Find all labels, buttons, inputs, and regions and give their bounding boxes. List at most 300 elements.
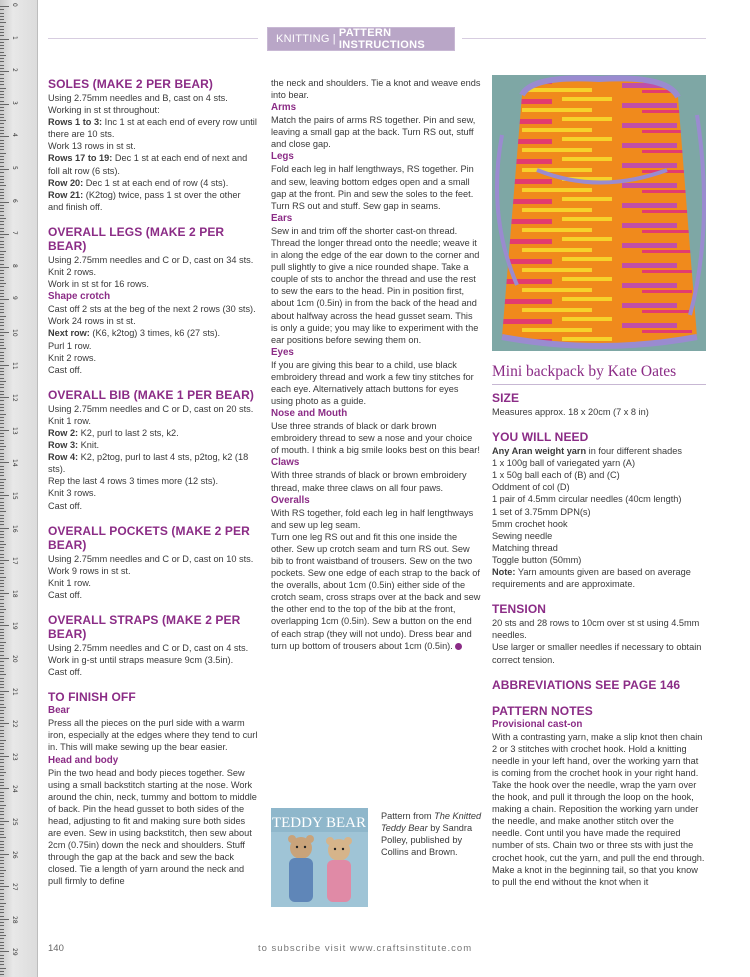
ruler-tick bbox=[0, 306, 4, 307]
ruler-tick bbox=[0, 35, 4, 36]
row-instruction: Row 21: (K2tog) twice, pass 1 st over the other and finish off. bbox=[48, 189, 241, 212]
ruler-tick bbox=[0, 433, 4, 434]
ruler-number: 15 bbox=[11, 492, 18, 500]
ruler-tick bbox=[0, 912, 4, 913]
list-item: 5mm crochet hook bbox=[492, 518, 568, 529]
ruler-number: 29 bbox=[11, 948, 18, 957]
ruler-tick bbox=[0, 958, 4, 959]
text-line: Using 2.75mm needles and C or D, cast on 4 sts. bbox=[48, 643, 249, 653]
ruler-tick bbox=[0, 352, 4, 353]
ruler-tick bbox=[0, 560, 9, 561]
ruler-tick bbox=[0, 162, 4, 163]
ruler-tick bbox=[0, 811, 4, 812]
ruler-tick bbox=[0, 345, 4, 346]
ruler-tick bbox=[0, 479, 6, 480]
ruler-number: 7 bbox=[11, 231, 18, 236]
eyes-subheading: Eyes bbox=[271, 346, 294, 358]
ruler-number: 18 bbox=[11, 589, 18, 598]
ruler-tick bbox=[0, 84, 4, 85]
ruler-number: 12 bbox=[11, 394, 18, 402]
paragraph: the neck and shoulders. Tie a knot and weave ends into bear. bbox=[271, 78, 481, 101]
ruler-tick bbox=[0, 205, 4, 206]
paragraph: With a contrasting yarn, make a slip knot then chain 2 or 3 stitches with crochet hook. Hold a knitting needle in your left hand, over the working yarn that is coming from the crochet hook in your right hand. Take the hook over the needle, wrap the yarn over the hook, and pull it through the loop on the hook, making a chain. Reposition the working yarn under the needle, and make another stitch over the needle. Cont until you have made the required number of sts. Chain two or three sts with just the crochet hook, cut the yarn, and pull the end through. Make a knot in the beginning tail, so that you know to pull the end without the knot when it bbox=[492, 731, 705, 887]
ruler-tick bbox=[0, 632, 4, 633]
text-line: Measures approx. 18 x 20cm (7 x 8 in) bbox=[492, 407, 649, 417]
ruler-tick bbox=[0, 329, 4, 330]
ruler-tick bbox=[0, 495, 9, 496]
text-line: Work 9 rows in st st. bbox=[48, 565, 131, 576]
ruler-tick bbox=[0, 743, 4, 744]
ruler-tick bbox=[0, 583, 4, 584]
ruler-margin bbox=[0, 0, 38, 977]
ruler-tick bbox=[0, 590, 4, 591]
ruler-tick bbox=[0, 873, 4, 874]
project-title: Mini backpack by Kate Oates bbox=[492, 363, 677, 380]
ruler-tick bbox=[0, 316, 6, 317]
ruler-tick bbox=[0, 459, 4, 460]
ruler-tick bbox=[0, 919, 9, 920]
ruler-tick bbox=[0, 655, 4, 656]
ruler-tick bbox=[0, 104, 9, 105]
tension-heading: TENSION bbox=[492, 602, 547, 617]
ruler-tick bbox=[0, 694, 4, 695]
paragraph: Use three strands of black or dark brown embroidery thread to sew a nose and your choice of mouth. I think a big smile looks best on this bear! bbox=[271, 421, 480, 456]
ruler-tick bbox=[0, 228, 4, 229]
size-heading: SIZE bbox=[492, 391, 520, 405]
ruler-tick bbox=[0, 710, 4, 711]
ruler-tick bbox=[0, 961, 4, 962]
ruler-tick bbox=[0, 303, 4, 304]
ruler-tick bbox=[0, 492, 4, 493]
list-item: Sewing needle bbox=[492, 530, 553, 541]
pattern-notes-heading: PATTERN NOTES bbox=[492, 703, 593, 718]
ruler-number: 19 bbox=[11, 622, 18, 631]
page-number: 140 bbox=[48, 943, 64, 954]
ruler-tick bbox=[0, 260, 4, 261]
ruler-tick bbox=[0, 254, 4, 255]
ruler-tick bbox=[0, 322, 4, 323]
ruler-tick bbox=[0, 430, 9, 431]
paragraph: Match the pairs of arms RS together. Pin and sew, leaving a small gap at the back. Turn RS out, stuff and close gap. bbox=[271, 115, 476, 150]
ruler-tick bbox=[0, 681, 4, 682]
ruler-tick bbox=[0, 674, 6, 675]
ruler-tick bbox=[0, 955, 4, 956]
ruler-tick bbox=[0, 968, 6, 969]
ruler-tick bbox=[0, 381, 6, 382]
ruler-tick bbox=[0, 889, 4, 890]
ruler-tick bbox=[0, 857, 4, 858]
ruler-tick bbox=[0, 198, 4, 199]
ruler-tick bbox=[0, 850, 4, 851]
ruler-tick bbox=[0, 453, 4, 454]
paragraph: Turn one leg RS out and fit this one inside the other. Sew up crotch seam and turn RS out. Sew bib to front waistband of trousers. Sew on the two pockets. Sew one edge of each strap to the back of the overalls, about 1cm (0.5in) either side of the crotch seam, cross straps over at the back and sew the other end to the top of the bib at the front, overlapping 1cm (0.5in). Sew a button on the end of each strap (they will not undo). Dress bear and turn up bottom of trousers about 1cm (0.5in). bbox=[271, 531, 481, 651]
ruler-tick bbox=[0, 668, 4, 669]
ruler-tick bbox=[0, 619, 4, 620]
legs-heading: OVERALL LEGS (MAKE 2 PER BEAR) bbox=[48, 224, 225, 253]
ruler-tick bbox=[0, 400, 4, 401]
ruler-tick bbox=[0, 166, 4, 167]
ruler-tick bbox=[0, 78, 4, 79]
ruler-tick bbox=[0, 687, 4, 688]
ruler-tick bbox=[0, 629, 4, 630]
abbrev-heading: ABBREVIATIONS SEE PAGE 146 bbox=[492, 677, 681, 692]
ruler-number: 20 bbox=[11, 655, 18, 663]
ears-subheading: Ears bbox=[271, 212, 293, 224]
ruler-tick bbox=[0, 599, 4, 600]
ruler-tick bbox=[0, 391, 4, 392]
ruler-tick bbox=[0, 94, 4, 95]
ruler-tick bbox=[0, 518, 4, 519]
ruler-tick bbox=[0, 182, 4, 183]
list-item: 1 set of 3.75mm DPN(s) bbox=[492, 506, 591, 517]
ruler-tick bbox=[0, 172, 4, 173]
ruler-tick bbox=[0, 218, 6, 219]
ruler-tick bbox=[0, 938, 4, 939]
ruler-tick bbox=[0, 202, 9, 203]
ruler-tick bbox=[0, 61, 4, 62]
ruler-tick bbox=[0, 922, 4, 923]
ruler-tick bbox=[0, 45, 4, 46]
list-item: 1 x 100g ball of variegated yarn (A) bbox=[492, 458, 635, 469]
ruler-tick bbox=[0, 74, 4, 75]
ruler-tick bbox=[0, 48, 4, 49]
ruler-tick bbox=[0, 665, 4, 666]
ruler-tick bbox=[0, 606, 4, 607]
ruler-tick bbox=[0, 42, 4, 43]
ruler-number: 5 bbox=[11, 166, 18, 170]
ruler-tick bbox=[0, 697, 4, 698]
ruler-tick bbox=[0, 785, 4, 786]
ruler-tick bbox=[0, 88, 6, 89]
text-line: Work 13 rows in st st. bbox=[48, 141, 136, 152]
ruler-tick bbox=[0, 577, 6, 578]
ruler-tick bbox=[0, 488, 4, 489]
ruler-tick bbox=[0, 107, 4, 108]
ruler-tick bbox=[0, 68, 4, 69]
ruler-tick bbox=[0, 420, 4, 421]
ruler-tick bbox=[0, 286, 4, 287]
ruler-tick bbox=[0, 945, 4, 946]
ruler-tick bbox=[0, 65, 4, 66]
bib-heading: OVERALL BIB (MAKE 1 PER BEAR) bbox=[48, 387, 255, 402]
ruler-tick bbox=[0, 808, 4, 809]
ruler-tick bbox=[0, 39, 9, 40]
ruler-tick bbox=[0, 234, 9, 235]
text-line: Cast off. bbox=[48, 364, 83, 375]
ruler-tick bbox=[0, 925, 4, 926]
ruler-tick bbox=[0, 870, 6, 871]
backpack-photo bbox=[492, 75, 706, 351]
ruler-tick bbox=[0, 19, 4, 20]
ruler-number: 16 bbox=[11, 524, 18, 533]
ruler-tick bbox=[0, 635, 4, 636]
ruler-tick bbox=[0, 114, 4, 115]
ruler-number: 25 bbox=[11, 818, 18, 826]
ruler-tick bbox=[0, 580, 4, 581]
ruler-tick bbox=[0, 505, 4, 506]
ruler-tick bbox=[0, 123, 4, 124]
ruler-tick bbox=[0, 55, 6, 56]
ruler-tick bbox=[0, 736, 4, 737]
text-line: Using 2.75mm needles and C or D, cast on 10 sts. bbox=[48, 553, 254, 564]
ruler-tick bbox=[0, 550, 4, 551]
ruler-tick bbox=[0, 348, 6, 349]
list-item: Oddment of col (D) bbox=[492, 482, 570, 493]
ruler-tick bbox=[0, 257, 4, 258]
ruler-tick bbox=[0, 283, 6, 284]
ruler-tick bbox=[0, 847, 4, 848]
paragraph: If you are giving this bear to a child, use black embroidery thread and work a few tiny stitches for each eye. Alternatively attach buttons for eyes using photo as a guide. bbox=[271, 359, 474, 407]
text-line: Cast off. bbox=[48, 667, 83, 678]
ruler-tick bbox=[0, 899, 4, 900]
ruler-tick bbox=[0, 6, 9, 7]
header-right-label: PATTERN INSTRUCTIONS bbox=[338, 27, 426, 51]
ruler-tick bbox=[0, 733, 4, 734]
ruler-tick bbox=[0, 658, 9, 659]
ruler-tick bbox=[0, 394, 4, 395]
ruler-tick bbox=[0, 740, 6, 741]
section-header: KNITTING | PATTERN INSTRUCTIONS bbox=[268, 27, 454, 51]
ruler-tick bbox=[0, 153, 6, 154]
ruler-tick bbox=[0, 929, 4, 930]
ruler-tick bbox=[0, 189, 4, 190]
text-line: Rep the last 4 rows 3 times more (12 sts). bbox=[48, 476, 219, 487]
book-cover-svg bbox=[271, 808, 368, 907]
ruler-tick bbox=[0, 244, 4, 245]
ruler-tick bbox=[0, 586, 4, 587]
ruler-tick bbox=[0, 211, 4, 212]
crotch-subheading: Shape crotch bbox=[48, 291, 111, 303]
ruler-number: 2 bbox=[11, 68, 18, 73]
ruler-number: 26 bbox=[11, 850, 18, 859]
book-caption: Pattern from The Knitted Teddy Bear by Sandra Polley, published by Collins and Brown. bbox=[381, 811, 482, 858]
ruler-tick bbox=[0, 671, 4, 672]
book-cover-title: TEDDY BEAR bbox=[271, 815, 367, 831]
ruler-number: 17 bbox=[11, 557, 18, 565]
ruler-tick bbox=[0, 609, 6, 610]
ruler-tick bbox=[0, 414, 6, 415]
ruler-tick bbox=[0, 880, 4, 881]
ruler-number: 28 bbox=[11, 915, 18, 924]
provisional-subheading: Provisional cast-on bbox=[492, 718, 583, 730]
ruler-tick bbox=[0, 971, 4, 972]
ruler-tick bbox=[0, 22, 6, 23]
title-underline bbox=[492, 384, 706, 385]
ruler-tick bbox=[0, 801, 4, 802]
paragraph: Pin the two head and body pieces together. Sew using a small backstitch starting at the nose. Work around the chin, neck, tummy and bottom to middle of back. Pin the head gusset to both sides of the head, adjusting to fit and making sure both sides are even. Sew in using backstitch, then sew about 2cm (0.75in) down the neck and shoulders. Stuff through the gap at the back and sew the back closed. Tie a length of yarn around the neck and pull firmly to define bbox=[48, 767, 257, 887]
text-line: Purl 1 row. bbox=[48, 340, 92, 351]
ruler-tick bbox=[0, 876, 4, 877]
ruler-tick bbox=[0, 264, 4, 265]
text-line: Cast off 2 sts at the beg of the next 2 rows (30 sts). bbox=[48, 304, 256, 315]
ruler-tick bbox=[0, 13, 4, 14]
ruler-tick bbox=[0, 844, 4, 845]
ruler-tick bbox=[0, 101, 4, 102]
ruler-number: 6 bbox=[11, 198, 18, 203]
text-line: Work 24 rows in st st. bbox=[48, 316, 136, 327]
text-line: Using 2.75mm needles and C or D, cast on 34 sts. bbox=[48, 254, 254, 265]
ruler-tick bbox=[0, 625, 9, 626]
ruler-tick bbox=[0, 133, 4, 134]
list-item: 1 x 50g ball each of (B) and (C) bbox=[492, 470, 620, 481]
ruler-tick bbox=[0, 528, 9, 529]
ruler-tick bbox=[0, 951, 9, 952]
ruler-number: 27 bbox=[11, 883, 18, 891]
ruler-tick bbox=[0, 127, 4, 128]
header-left-label: KNITTING bbox=[276, 33, 330, 45]
header-rule-right bbox=[462, 38, 706, 39]
ruler-tick bbox=[0, 935, 6, 936]
row-instruction: Row 4: K2, p2tog, purl to last 4 sts, p2tog, k2 (18 sts). bbox=[48, 452, 249, 475]
ruler-tick bbox=[0, 208, 4, 209]
ruler-tick bbox=[0, 534, 4, 535]
ruler-tick bbox=[0, 893, 4, 894]
ruler-tick bbox=[0, 192, 4, 193]
ruler-tick bbox=[0, 195, 4, 196]
ruler-tick bbox=[0, 117, 4, 118]
ruler-tick bbox=[0, 378, 4, 379]
ruler-tick bbox=[0, 407, 4, 408]
ruler-tick bbox=[0, 149, 4, 150]
text-line: Knit 2 rows. bbox=[48, 352, 96, 363]
ruler-tick bbox=[0, 270, 4, 271]
ruler-tick bbox=[0, 502, 4, 503]
text-line: Knit 1 row. bbox=[48, 577, 91, 588]
ruler-tick bbox=[0, 651, 4, 652]
ruler-tick bbox=[0, 71, 9, 72]
text-line: Cast off. bbox=[48, 589, 83, 600]
list-item: Matching thread bbox=[492, 542, 558, 553]
paragraph: Use larger or smaller needles if necessary to obtain correct tension. bbox=[492, 642, 702, 665]
overalls-subheading: Overalls bbox=[271, 494, 310, 506]
ruler-tick bbox=[0, 746, 4, 747]
ruler-tick bbox=[0, 296, 4, 297]
ruler-tick bbox=[0, 916, 4, 917]
ruler-tick bbox=[0, 896, 4, 897]
ruler-tick bbox=[0, 749, 4, 750]
ruler-tick bbox=[0, 814, 4, 815]
ruler-tick bbox=[0, 645, 4, 646]
ruler-tick bbox=[0, 446, 6, 447]
row-instruction: Rows 1 to 3: Inc 1 st at each end of every row until there are 10 sts. bbox=[48, 117, 257, 140]
ruler-tick bbox=[0, 547, 4, 548]
ruler-tick bbox=[0, 511, 6, 512]
claws-subheading: Claws bbox=[271, 457, 300, 469]
end-bullet-icon bbox=[455, 643, 462, 650]
ruler-tick bbox=[0, 903, 6, 904]
ruler-tick bbox=[0, 332, 9, 333]
column-middle bbox=[271, 77, 481, 652]
ruler-tick bbox=[0, 29, 4, 30]
ruler-number: 13 bbox=[11, 426, 18, 435]
ruler-tick bbox=[0, 883, 4, 884]
ruler-tick bbox=[0, 273, 4, 274]
ruler-tick bbox=[0, 691, 9, 692]
list-item: Toggle button (50mm) bbox=[492, 554, 582, 565]
need-heading: YOU WILL NEED bbox=[492, 430, 589, 445]
ruler-tick bbox=[0, 97, 4, 98]
bear-subheading: Bear bbox=[48, 705, 70, 717]
note: Note: Yarn amounts given are based on average requirements and are approximate. bbox=[492, 567, 691, 590]
ruler-tick bbox=[0, 355, 4, 356]
ruler-tick bbox=[0, 247, 4, 248]
ruler-tick bbox=[0, 387, 4, 388]
ruler-tick bbox=[0, 339, 4, 340]
ruler-tick bbox=[0, 361, 4, 362]
ruler-tick bbox=[0, 798, 4, 799]
ruler-tick bbox=[0, 472, 4, 473]
ruler-tick bbox=[0, 237, 4, 238]
ruler-tick bbox=[0, 485, 4, 486]
ruler-tick bbox=[0, 642, 6, 643]
ruler-tick bbox=[0, 215, 4, 216]
ruler-tick bbox=[0, 554, 4, 555]
ruler-tick bbox=[0, 717, 4, 718]
nose-subheading: Nose and Mouth bbox=[271, 408, 348, 420]
ruler-tick bbox=[0, 730, 4, 731]
ruler-tick bbox=[0, 759, 4, 760]
ruler-tick bbox=[0, 795, 4, 796]
text-line: Using 2.75mm needles and B, cast on 4 sts. bbox=[48, 93, 228, 103]
ruler-tick bbox=[0, 498, 4, 499]
ruler-tick bbox=[0, 821, 9, 822]
ruler-tick bbox=[0, 384, 4, 385]
ruler-tick bbox=[0, 772, 6, 773]
ruler-tick bbox=[0, 515, 4, 516]
ruler-tick bbox=[0, 713, 4, 714]
ruler-tick bbox=[0, 365, 9, 366]
ruler-tick bbox=[0, 948, 4, 949]
ruler-tick bbox=[0, 678, 4, 679]
ruler-tick bbox=[0, 335, 4, 336]
ruler-tick bbox=[0, 427, 4, 428]
ruler-tick bbox=[0, 185, 6, 186]
ruler-tick bbox=[0, 417, 4, 418]
ruler-tick bbox=[0, 700, 4, 701]
ruler-tick bbox=[0, 423, 4, 424]
ruler-tick bbox=[0, 277, 4, 278]
ruler-tick bbox=[0, 521, 4, 522]
row-instruction: Next row: (K6, k2tog) 3 times, k6 (27 sts). bbox=[48, 328, 221, 339]
ruler-tick bbox=[0, 267, 9, 268]
ruler-tick bbox=[0, 146, 4, 147]
ruler-tick bbox=[0, 143, 4, 144]
row-instruction: Rows 17 to 19: Dec 1 st at each end of next and foll alt row (6 sts). bbox=[48, 153, 248, 176]
ruler-tick bbox=[0, 779, 4, 780]
ruler-tick bbox=[0, 469, 4, 470]
ruler-tick bbox=[0, 342, 4, 343]
ruler-tick bbox=[0, 358, 4, 359]
text-line: Work in st st for 16 rows. bbox=[48, 279, 149, 290]
ruler-tick bbox=[0, 612, 4, 613]
ruler-tick bbox=[0, 775, 4, 776]
paragraph: Fold each leg in half lengthways, RS together. Pin and sew, leaving bottom edges open and a small gap at the front. Pin and sew the soles to the feet. Turn RS out and stuff. Sew gap in seams. bbox=[271, 164, 474, 211]
text-line: Working in st st throughout: bbox=[48, 105, 160, 116]
ruler-tick bbox=[0, 9, 4, 10]
ruler-tick bbox=[0, 834, 4, 835]
subscribe-link[interactable]: to subscribe visit www.craftsinstitute.com bbox=[258, 943, 473, 954]
ruler-tick bbox=[0, 906, 4, 907]
ruler-tick bbox=[0, 720, 4, 721]
ruler-tick bbox=[0, 557, 4, 558]
ruler-tick bbox=[0, 707, 6, 708]
ruler-tick bbox=[0, 537, 4, 538]
ruler-tick bbox=[0, 52, 4, 53]
ruler-tick bbox=[0, 410, 4, 411]
ruler-number: 23 bbox=[11, 752, 18, 761]
ruler-tick bbox=[0, 661, 4, 662]
ruler-tick bbox=[0, 704, 4, 705]
